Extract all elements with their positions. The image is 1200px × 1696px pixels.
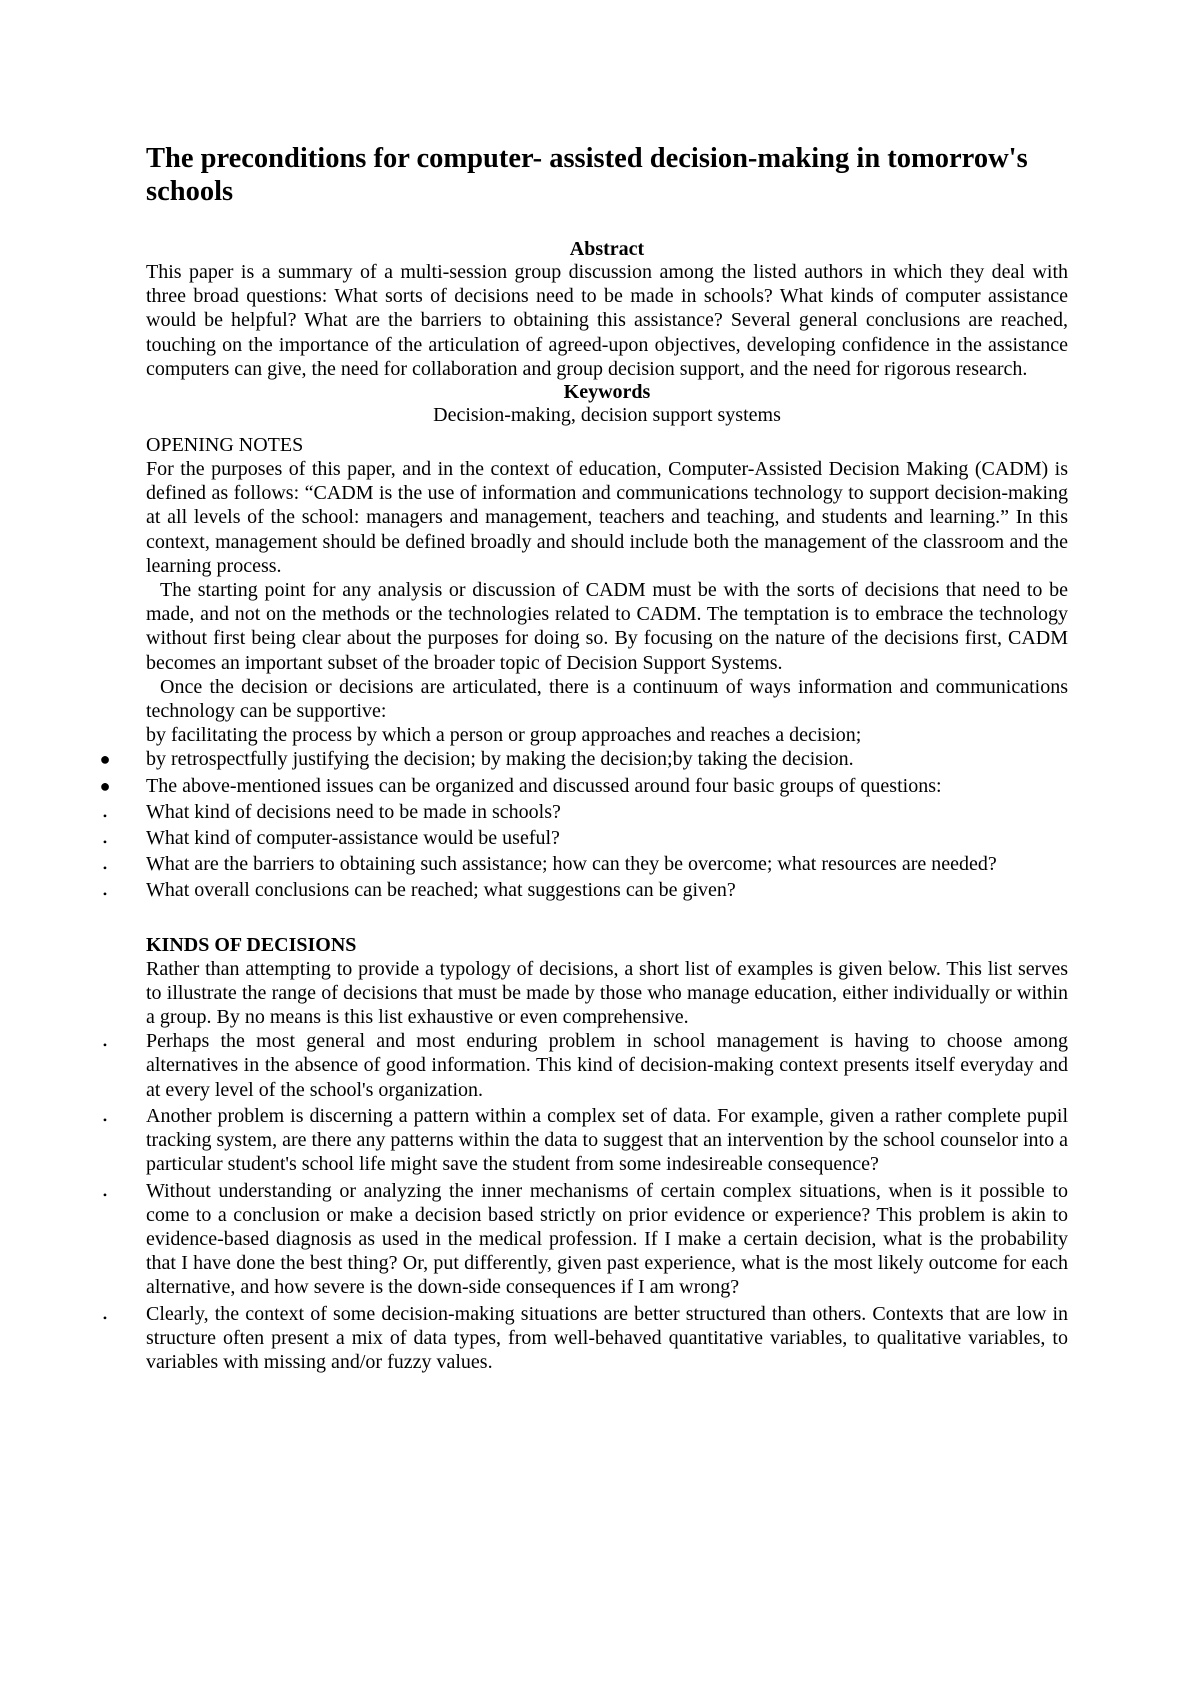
facilitating-line: by facilitating the process by which a person or group approaches and reaches a decision; xyxy=(146,724,862,747)
list-item xyxy=(102,878,1068,902)
opening-notes-heading: OPENING NOTES xyxy=(146,434,304,457)
keywords-heading: Keywords xyxy=(563,381,651,404)
bullet-icon: • xyxy=(102,887,108,902)
bullet-icon: • xyxy=(102,835,108,850)
bullet-icon: ● xyxy=(99,775,111,796)
paper-title: The preconditions for computer- assisted decision-making in tomorrow's schools xyxy=(146,143,1028,207)
list-item xyxy=(102,800,1068,824)
list-item xyxy=(102,1179,1068,1300)
bullet-icon: ● xyxy=(99,749,111,770)
list-item-text: Perhaps the most general and most enduring problem in school management is having to choose among alternatives in the absence of good information. This kind of decision-making context presents itself everyday and at every level of the school's organization. xyxy=(146,1030,1068,1101)
list-item xyxy=(102,1029,1068,1102)
questions-list xyxy=(102,800,1068,903)
bullet-icon: • xyxy=(102,1310,108,1325)
list-item-text: Another problem is discerning a pattern within a complex set of data. For example, given a rather complete pupil tracking system, are there any patterns within the data to suggest that an intervention by the school counselor into a particular student's school life might save the student from some indesireable consequence? xyxy=(146,1104,1068,1176)
abstract-heading: Abstract xyxy=(569,238,645,260)
list-item-text: What kind of computer-assistance would be useful? xyxy=(146,827,560,850)
list-item xyxy=(102,826,1068,850)
list-item xyxy=(102,1104,1068,1177)
kinds-of-decisions-heading: KINDS OF DECISIONS xyxy=(146,933,357,956)
bullet-icon: • xyxy=(102,1187,108,1202)
opening-paragraph-2: The starting point for any analysis or discussion of CADM must be with the sorts of decisions that need to be made, and not on the methods or the technologies related to CADM. The temptation is to embrace the technology without first being clear about the purposes for doing so. By focusing on the nature of the decisions first, CADM becomes an important subset of the broader topic of Decision Support Systems. xyxy=(146,579,1068,674)
list-item-text: Without understanding or analyzing the inner mechanisms of certain complex situations, when is it possible to come to a conclusion or make a decision based strictly on prior evidence or experience? This problem is akin to evidence-based diagnosis as used in the medical profession. If I make a certain decision, what is the probability that I have done the best thing? Or, put differently, given past experience, what is the most likely outcome for each alternative, and how severe is the down-side consequences if I am wrong? xyxy=(146,1179,1068,1299)
bullet-icon: • xyxy=(102,1112,108,1127)
abstract-text: This paper is a summary of a multi-session group discussion among the listed authors in which they deal with three broad questions: What sorts of decisions need to be made in schools? What kinds of computer assistance would be helpful? What are the barriers to obtaining this assistance? Several general conclusions are reached, touching on the importance of the articulation of agreed-upon objectives, developing confidence in the assistance computers can give, the need for collaboration and group decision support, and the need for rigorous research. xyxy=(146,261,1068,380)
bullet-icon: • xyxy=(102,1038,108,1053)
list-item-text: The above-mentioned issues can be organized and discussed around four basic groups of questions: xyxy=(146,774,942,797)
list-item xyxy=(102,1302,1068,1375)
list-item-text: Clearly, the context of some decision-making situations are better structured than others. Contexts that are low in structure often present a mix of data types, from well-behaved quantitative variables, to qualitative variables, to variables with missing and/or fuzzy values. xyxy=(146,1302,1068,1373)
list-item-text: by retrospectfully justifying the decision; by making the decision;by taking the decision. xyxy=(146,748,854,771)
list-item xyxy=(102,852,1068,876)
kinds-intro-paragraph: Rather than attempting to provide a typology of decisions, a short list of examples is given below. This list serves to illustrate the range of decisions that must be made by those who manage education, either individually or within a group. By no means is this list exhaustive or even comprehensive. xyxy=(146,957,1068,1029)
bullet-icon: • xyxy=(102,861,108,876)
opening-paragraph-3: Once the decision or decisions are articulated, there is a continuum of ways information and communications technology can be supportive: xyxy=(146,675,1068,723)
support-list xyxy=(99,747,1068,797)
opening-paragraph-1: For the purposes of this paper, and in the context of education, Computer-Assisted Decision Making (CADM) is defined as follows: “CADM is the use of information and communications technology to support decision-making at all levels of the school: managers and management, teachers and teaching, and students and learning.” In this context, management should be defined broadly and should include both the management of the classroom and the learning process. xyxy=(146,458,1068,577)
bullet-icon: • xyxy=(102,808,108,823)
list-item-text: What are the barriers to obtaining such assistance; how can they be overcome; what resources are needed? xyxy=(146,853,997,876)
page-content xyxy=(99,142,1068,1376)
section-spacer xyxy=(146,905,1068,933)
keywords-text: Decision-making, decision support systems xyxy=(433,404,781,427)
list-item xyxy=(99,774,1068,798)
list-item xyxy=(99,747,1068,771)
list-item-text: What kind of decisions need to be made in schools? xyxy=(146,800,561,823)
decision-examples-list xyxy=(102,1029,1068,1374)
list-item-text: What overall conclusions can be reached; what suggestions can be given? xyxy=(146,879,736,902)
